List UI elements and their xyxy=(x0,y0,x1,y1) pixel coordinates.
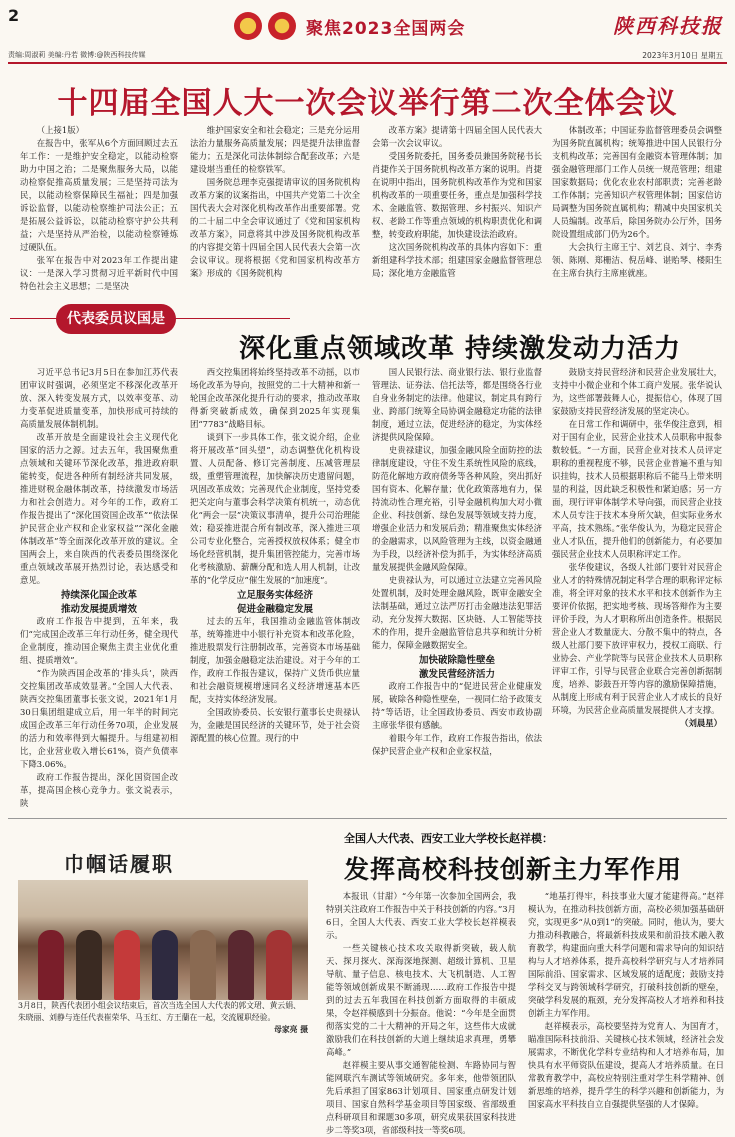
paragraph: 着眼今年工作，政府工作报告指出，依法保护民营企业产权和企业家权益， xyxy=(372,733,542,756)
photo-caption xyxy=(18,1000,308,1036)
s2-col-2 xyxy=(190,366,360,810)
paragraph: “作为陕西国企改革的‘排头兵’，陕西交控集团改革成效显著。”全国人大代表、陕西交控集团董事长张文说，2021年1月30日集团组建成立后，用一年半的时间完成国企改革三年行动任务70项，企业发展的活力和效率得到大幅提升。与组建初相比，企业营业收入增长61%，资产负债率下降3.06%。 xyxy=(20,668,178,769)
paragraph: 国务院总理李克强提请审议的国务院机构改革方案的议案指出，中国共产党第二十次全国代表大会对深化机构改革作出重要部署。党的二十届二中全会审议通过了《党和国家机构改革方案》，同意将其中涉及国务院机构改革的内容提交第十四届全国人民代表大会第一次会议审议。现将根据《党和国家机构改革方案》形成的《国务院机构 xyxy=(190,177,360,278)
subheading: 持续深化国企改革 推动发展提质增效 xyxy=(60,590,137,615)
paragraph: 政府工作报告中提到，五年来，我们“完成国企改革三年行动任务，健全现代企业制度，推动国企聚焦主责主业优化重组、提质增效”。 xyxy=(20,616,178,665)
s3-col-1 xyxy=(326,890,516,1135)
section-banner: 聚焦2023全国两会 xyxy=(306,19,466,39)
paragraph: 改革方案》提请第十四届全国人民代表大会第一次会议审议。 xyxy=(372,125,542,148)
national-emblem-icon xyxy=(234,12,262,40)
section-divider xyxy=(8,818,727,819)
paragraph: 国人民银行法、商业银行法、银行业监督管理法、证券法、信托法等，都是围绕各行业自身业务制定的法律。他建议，制定具有跨行业、跨部门统筹全局协调金融稳定功能的法律制度，通过立法，促进经济的稳定，为实体经济提供风险保障。 xyxy=(372,367,542,442)
section3-overline: 全国人大代表、西安工业大学校长赵祥模： xyxy=(344,832,553,845)
top-col-4 xyxy=(552,124,722,304)
paragraph: 一些关键核心技术攻关取得新突破，载人航天、探月探火、深海深地探测、超级计算机、卫星导航、量子信息、核电技术、大飞机制造、人工智能等领域创新成果不断涌现……政府工作报告中提到的过去五年我国在科技创新方面取得的丰硕成果，令赵祥模感到十分振奋。他说：“今年是全面贯彻落实党的二十大精神的开局之年，这些伟大成就激励我们在科技创新的大道上继续追求真理，勇攀高峰。” xyxy=(326,943,516,1057)
byline: （刘晨星） xyxy=(680,718,722,728)
newspaper-logo: 陕西科技报 xyxy=(613,14,723,38)
header-rule xyxy=(8,62,727,64)
editor-line: 责编:周淑莉 美编:丹若 微博:@陕西科技传媒 xyxy=(8,51,146,59)
paragraph: 鼓励支持民营经济和民营企业发展壮大，支持中小微企业和个体工商户发展。张华说认为，这些部署鼓舞人心，提振信心，体现了国家鼓励支持民营经济发展的坚定决心。 xyxy=(552,367,722,416)
photo-credit: 母家亮 摄 xyxy=(274,1025,308,1034)
paragraph: 大会执行主席王宁、刘艺良、刘宁、李秀领、陈刚、郑栅洁、倪岳峰、谌贻琴、楼阳生在主席台执行主席座就座。 xyxy=(552,242,722,278)
top-col-2 xyxy=(190,124,360,304)
subheading: 加快破除隐性壁垒 激发民营经济活力 xyxy=(418,655,495,680)
section3-headline: 发挥高校科技创新主力军作用 xyxy=(344,855,683,884)
cppcc-emblem-icon xyxy=(268,12,296,40)
paragraph: 史贵禄认为，可以通过立法建立完善风险处置机制，及时处理金融风险，既审金融安全法制基础，通过立法严厉打击金融违法犯罪活动，充分发挥大数据、区块链、人工智能等技术的作用，提升金融监管信息共享和统计分析能力，保障金融数据安全。 xyxy=(372,575,542,650)
s2-col-3 xyxy=(372,366,542,810)
paragraph: 政府工作报告中的“促进民营企业健康发展，破除各种隐性壁垒，一视同仁给予政策支持”等话语，让全国政协委员、西安市政协副主席张华很有感触。 xyxy=(372,681,542,730)
paragraph: 在日常工作和调研中，张华俊注意到，相对于国有企业，民营企业技术人员职称申报参数较低。“一方面，民营企业对技术人员评定职称的重视程度不够，民营企业普遍不重与知识挂钩，技术人员根据职称后不能马上带来明显的利益，因此缺乏积极性和紧迫感；另一方面，现行评审体制学术导向强，而民营企业技术人员专注于技术本身所欠缺，但实际业务水平高，技术熟练。”张华俊认为，为稳定民营企业人才队伍，提升他们的创新能力，有必要加强民营企业技术人员职称评定工作。 xyxy=(552,419,722,559)
paragraph: 受国务院委托，国务委员兼国务院秘书长肖捷作关于国务院机构改革方案的说明。肖捷在说明中指出，国务院机构改革作为党和国家机构改革的一项重要任务，重点是加强科学技术、金融监管、数据管理、乡村振兴、知识产权、老龄工作等重点领域的机构职责优化和调整，转变政府职能，加快建设法治政府。 xyxy=(372,151,542,239)
paragraph: 政府工作报告提出，深化国资国企改革，提高国企核心竞争力。张文说表示，陕 xyxy=(20,772,178,808)
paragraph: 改革开放是全面建设社会主义现代化国家的活力之源。过去五年，我国聚焦重点领域和关键环节深化改革，推进政府职能转变，促进各种所有制经济共同发展，推进财税金融体制改革，持续激发市场活力和社会创造力。对今年的工作，政府工作报告提出了“深化国资国企改革”“依法保护民营企业产权和企业家权益”“深化金融体制改革”等全面深化改革开放的建议。全国两会上，来自陕西的代表委员围绕深化重点领域改革展开热烈讨论，表达感受和意见。 xyxy=(20,432,178,585)
paragraph: 张军在报告中对2023年工作提出建议：一是深入学习贯彻习近平新时代中国特色社会主义思想；二是坚决 xyxy=(20,255,178,291)
paragraph: 谈到下一步具体工作，张文说介绍，企业将开展改革“回头望”，动态调整优化机构设置、人员配备、修订完善制度、压减管理层级，重塑管理流程，加快解决历史遗留问题，巩固改革成效；完善现代企业制度，坚持党委把关定向与董事会科学决策有机统一，动态优化“两会一层”决策议事清单，提升公司治理能效；稳妥推进混合所有制改革，深入推进三项公司专业化整合，完善授权放权体系；健全市场化经营机制，提升集团管控能力，完善市场化考核激励、薪酬分配和选人用人机制，让改革的“化学反应”催生发展的“加速度”。 xyxy=(190,432,360,585)
top-col-3 xyxy=(372,124,542,304)
paragraph: 赵祥模主要从事交通智能检测、车路协同与智能网联汽车测试等领域研究。多年来，他带领团队先后承担了国家863计划项目、国家重点研发计划项目、国家自然科学基金项目等国家级、省部级重点科研项目和课题30多项，研究成果获国家科技进步二等奖3项，省部级科技一等奖6项。 xyxy=(326,1060,516,1135)
paragraph: 史贵禄建议，加强金融风险全面防控的法律制度建设，守住不发生系统性风险的底线，防范化解地方政府债务等各种风险，突出抓好国有资本、化解存量；优化政策落地有力，保持流动性合理充裕，引导金融机构加大对小微企业、科技创新、绿色发展等领域支持力度，增强企业活力和发展后劲；精准聚焦实体经济的金融需求，以风险管理为主线，以资金融通为手段，以经济补偿为抓手，为实体经济高质量发展提供金融风险保障。 xyxy=(372,445,542,572)
column-title: 巾帼话履职 xyxy=(64,852,174,876)
paragraph: 张华俊建议，各级人社部门要针对民营企业人才的特殊情况制定科学合理的职称评定标准，将全评对象的技术水平和技术创新作为主要评价依据，把实地考核、现场答辩作为主要评价手段，为人才职称所出创造条件。根据民营企业人才数量庞大、分散不集中的特点，各级人社部门要下放评审权力，授权工商联、行业协会、产业学院等与民营企业技术人员职称评审工作，引导与民营企业联合完善创新据制度，培养、影鼓吾开等内容的激励保障措施，从制度上形成有利于民营企业人才成长的良好环境，为民营企业高质量发展提供人才支撑。 xyxy=(552,562,722,715)
paragraph: 过去的五年，我国推动金融监管体制改革，统筹推进中小银行补充资本和改革化险，推进股票发行注册制改革，完善资本市场基础制度，加强金融稳定法治建设。对于今年的工作，政府工作报告建议，保持广义货币供应量和社会融资规模增速同名义经济增速基本匹配，支持实体经济发展。 xyxy=(190,616,360,704)
main-headline: 十四届全国人大一次会议举行第二次全体会议 xyxy=(57,86,678,121)
paragraph: 习近平总书记3月5日在参加江苏代表团审议时强调，必须坚定不移深化改革开放、深入转变发展方式，以效率变革、动力变革促进质量变革，加快形成可持续的高质量发展体制机制。 xyxy=(20,367,178,429)
delegates-photo xyxy=(18,880,308,1000)
section-tag: 代表委员议国是 xyxy=(56,304,176,334)
paragraph: 赵祥模表示，高校要坚持为党育人、为国育才，瞄准国际科技前沿、关键核心技术领域，经济社会发展需求，不断优化学科专业结构和人才培养布局，加快具有水平师资队伍建设，提高人才培养质量。在日常教育教学中，高校应特别注重对学生科学精神、创新思维的培养，提升学生的科学兴趣和创新能力，为国家高水平科技自立自强提供坚强的人才保障。 xyxy=(528,1021,724,1109)
paragraph: 这次国务院机构改革的具体内容如下：重新组建科学技术部；组建国家金融监督管理总局；深化地方金融监管 xyxy=(372,242,542,278)
date-line: 2023年3月10日 星期五 xyxy=(642,51,723,60)
paragraph: 全国政协委员、长安银行董事长史贵禄认为，金融是国民经济的关键环节，处于社会资源配置的核心位置。现行的中 xyxy=(190,707,360,743)
paragraph: （上接1版） xyxy=(36,125,84,135)
s3-col-2 xyxy=(528,890,724,1109)
paragraph: 西交控集团将始终坚持改革不动摇，以市场化改革为导向，按照党的二十大精神和新一轮国企改革深化提升行动的要求，推动改革取得新突破新成效，确保到2025年实现集团“7783”战略目标。 xyxy=(190,367,360,429)
s2-col-4 xyxy=(552,366,722,810)
section2-headline: 深化重点领域改革 持续激发动力活力 xyxy=(238,334,682,364)
subheading: 立足服务实体经济 促进金融稳定发展 xyxy=(236,590,313,615)
paragraph: 体制改革；中国证券监督管理委员会调整为国务院直属机构；统筹推进中国人民银行分支机构改革；完善国有金融资本管理体制；加强金融管理部门工作人员统一规范管理；组建国家数据局；优化农业农村部职责；完善老龄工作体制；完善知识产权管理体制；国家信访局调整为国务院直属机构；精减中央国家机关人员编制。改革后，除国务院办公厅外，国务院设置组成部门仍为26个。 xyxy=(552,125,722,239)
s2-col-1 xyxy=(20,366,178,810)
paragraph: 在报告中，张军从6个方面回顾过去五年工作：一是维护安全稳定，以能动检察助力中国之治；二是聚焦服务大局，以能动检察促推高质量发展；三是坚持司法为民，以能动检察保障民生福祉；四是加强诉讼监督，以能动检察维护司法公正；五是拓展公益诉讼，以能动检察守护公共利益；六是坚持从严治检，以能动检察锤炼过硬队伍。 xyxy=(20,138,178,252)
page-number: 2 xyxy=(8,6,20,25)
paragraph: “地基打得牢，科技事业大厦才能建得高。”赵祥模认为，在推动科技创新方面，高校必须加强基础研究，实现更多“从0到1”的突破。同时，他认为，要大力推动科教融合，将最新科技成果和前沿技术融入教育教学，构建面向重大科学问题和需求导向的知识结构与人才培养体系，提升高校科学研究与人才培养同国际前沿、国家需求、区域发展的适配度；鼓励支持学科交叉与跨领域科学研究，打破科技创新的壁垒，突破学科发展的瓶颈，充分发挥高校人才培养和科技创新主力军作用。 xyxy=(528,891,724,1018)
caption-text: 3月8日，陕西代表团小组会议结束后，首次当选全国人大代表的郭文珺、黄云娟、朱晓丽、刘静与连任代表崔荣华、马玉红、方王蘭在一起，交流履职经验。 xyxy=(18,1001,301,1022)
top-col-1 xyxy=(20,124,178,304)
paragraph: 维护国家安全和社会稳定；三是充分运用法治力量服务高质量发展；四是提升法律监督能力；五是深化司法体制综合配套改革；六是建设堪当重任的检察铁军。 xyxy=(190,125,360,174)
paragraph: 本报讯（甘甜）“今年第一次参加全国两会，我特别关注政府工作报告中关于科技创新的内容。”3月6日，全国人大代表、西安工业大学校长赵祥模表示。 xyxy=(326,891,516,940)
